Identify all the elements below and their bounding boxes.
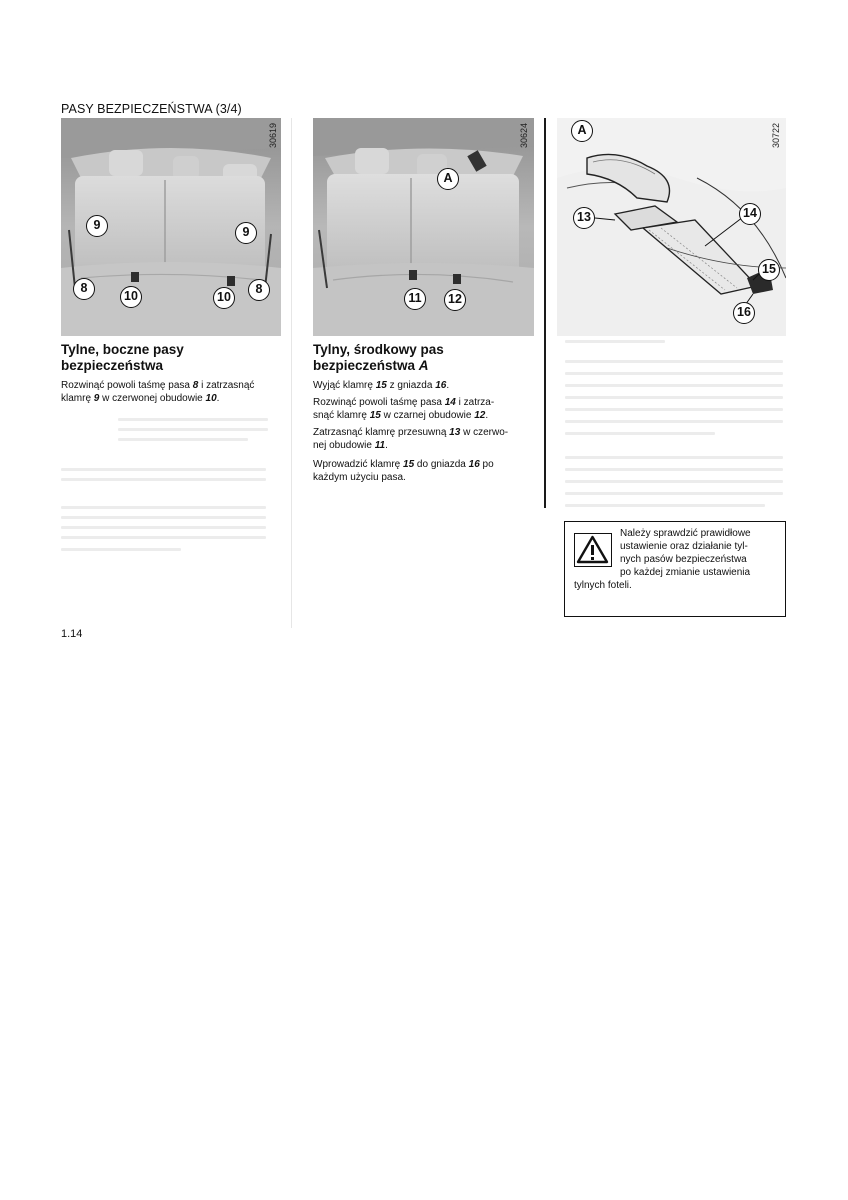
warning-line-2: ustawienie oraz działanie tyl- bbox=[620, 541, 748, 552]
ref-number: 15 bbox=[369, 410, 381, 421]
text: bezpieczeństwa bbox=[313, 358, 419, 373]
text: i zatrza- bbox=[455, 397, 495, 408]
callout-12: 12 bbox=[444, 289, 466, 311]
callout-9-right: 9 bbox=[235, 222, 257, 244]
paragraph-side-belts bbox=[61, 379, 283, 405]
callout-16: 16 bbox=[733, 302, 755, 324]
text: każdym użyciu pasa. bbox=[313, 472, 406, 483]
text: . bbox=[446, 380, 450, 391]
ref-number: 15 bbox=[403, 459, 415, 470]
title-line-2 bbox=[313, 358, 534, 374]
callout-10-left: 10 bbox=[120, 286, 142, 308]
title-line-2: bezpieczeństwa bbox=[61, 358, 164, 373]
text: Rozwinąć powoli taśmę pasa bbox=[61, 380, 193, 391]
callout-11: 11 bbox=[404, 288, 426, 310]
page-number: 1.14 bbox=[61, 628, 83, 640]
photo-code-left: 30619 bbox=[268, 122, 278, 148]
warning-line-1: Należy sprawdzić prawidłowe bbox=[620, 528, 751, 539]
text: klamrę bbox=[61, 393, 94, 404]
warning-line-5: tylnych foteli. bbox=[574, 580, 632, 591]
warning-triangle-icon bbox=[574, 533, 612, 567]
ref-number: 10 bbox=[205, 393, 217, 404]
callout-a-label: A bbox=[571, 120, 593, 142]
text: nej obudowie bbox=[313, 440, 375, 451]
text: . bbox=[216, 393, 220, 404]
paragraph-center-4 bbox=[313, 458, 535, 484]
rear-seat-photo-side-belts bbox=[61, 118, 281, 336]
ref-number: 12 bbox=[474, 410, 486, 421]
callout-9-left: 9 bbox=[86, 215, 108, 237]
paragraph-center-3 bbox=[313, 426, 535, 452]
text: snąć klamrę bbox=[313, 410, 370, 421]
ref-number: 8 bbox=[192, 380, 199, 391]
callout-13: 13 bbox=[573, 207, 595, 229]
rear-seat-photo-center-belt bbox=[313, 118, 534, 336]
text: Wprowadzić klamrę bbox=[313, 459, 404, 470]
text: z gniazda bbox=[386, 380, 436, 391]
paragraph-center-1 bbox=[313, 379, 535, 392]
warning-line-3: nych pasów bezpieczeństwa bbox=[620, 554, 747, 565]
ref-letter: A bbox=[418, 358, 429, 373]
column-divider bbox=[544, 118, 546, 508]
text: do gniazda bbox=[414, 459, 469, 470]
title-line-1: Tylny, środkowy pas bbox=[313, 342, 444, 357]
ref-number: 16 bbox=[435, 380, 447, 391]
callout-15: 15 bbox=[758, 259, 780, 281]
callout-8-right: 8 bbox=[248, 279, 270, 301]
text: . bbox=[385, 440, 388, 451]
text: Wyjąć klamrę bbox=[313, 380, 376, 391]
column-divider bbox=[291, 118, 292, 628]
section-title-side-belts bbox=[61, 342, 281, 374]
text: w czarnej obudowie bbox=[380, 410, 475, 421]
callout-8-left: 8 bbox=[73, 278, 95, 300]
ref-number: 14 bbox=[444, 397, 456, 408]
page-header: PASY BEZPIECZEŃSTWA (3/4) bbox=[61, 102, 242, 116]
text: . bbox=[485, 410, 489, 421]
callout-10-right: 10 bbox=[213, 287, 235, 309]
ref-number: 13 bbox=[449, 427, 461, 438]
callout-a: A bbox=[437, 168, 459, 190]
paragraph-center-2 bbox=[313, 396, 535, 422]
buckle-detail-illustration bbox=[557, 118, 786, 336]
ref-number: 11 bbox=[374, 440, 386, 451]
warning-box bbox=[564, 521, 786, 617]
text: i zatrzasnąć bbox=[198, 380, 255, 391]
title-line-1: Tylne, boczne pasy bbox=[61, 342, 184, 357]
warning-line-4: po każdej zmianie ustawienia bbox=[620, 567, 751, 578]
text: Zatrzasnąć klamrę przesuwną bbox=[313, 427, 450, 438]
section-title-center-belt bbox=[313, 342, 534, 374]
text: po bbox=[479, 459, 494, 470]
photo-code-middle: 30624 bbox=[519, 122, 529, 148]
text: w czerwonej obudowie bbox=[99, 393, 206, 404]
text: w czerwo- bbox=[460, 427, 509, 438]
ref-number: 9 bbox=[93, 393, 100, 404]
text: Rozwinąć powoli taśmę pasa bbox=[313, 397, 445, 408]
photo-code-right: 30722 bbox=[771, 122, 781, 148]
ref-number: 15 bbox=[375, 380, 387, 391]
callout-14: 14 bbox=[739, 203, 761, 225]
ref-number: 16 bbox=[468, 459, 480, 470]
